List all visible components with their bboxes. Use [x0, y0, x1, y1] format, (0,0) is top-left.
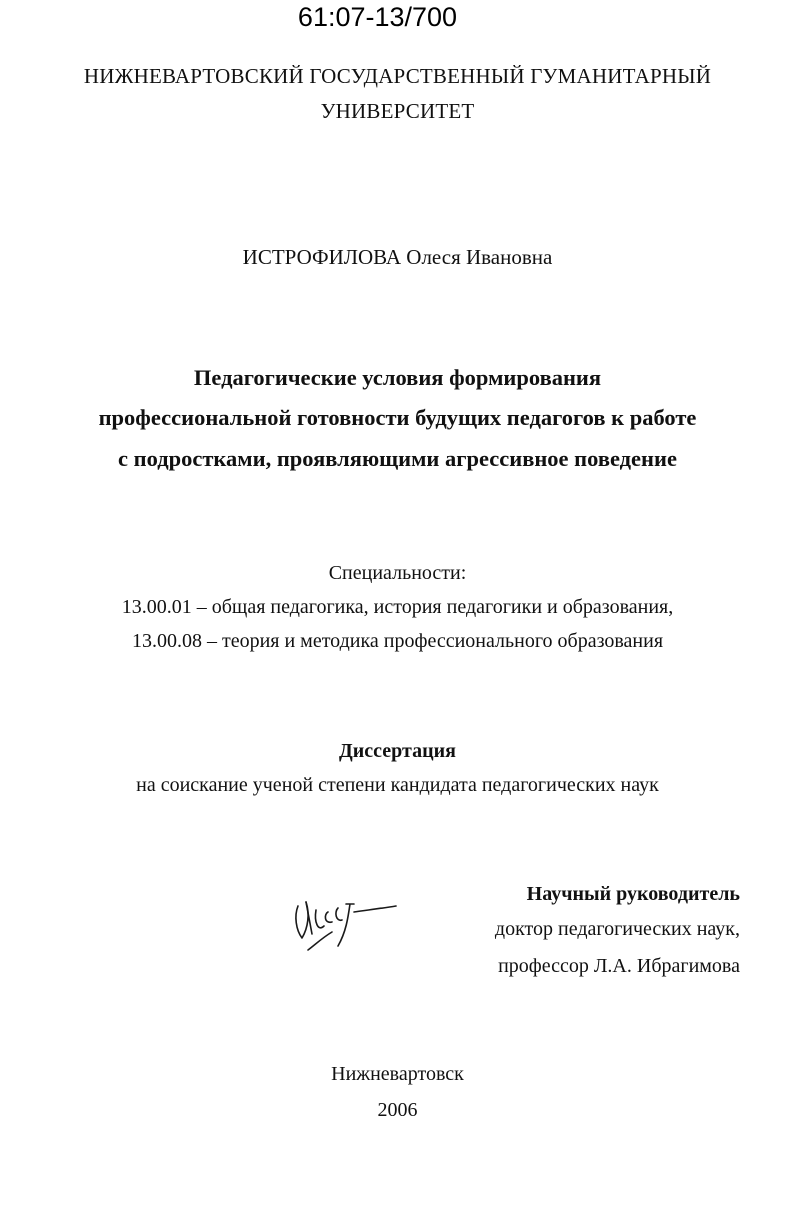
footer-year: 2006 [377, 1099, 418, 1121]
dissertation-heading: Диссертация [339, 740, 456, 762]
specialty-item-2: 13.00.08 – теория и методика профессионального образования [131, 630, 664, 652]
supervisor-degree: доктор педагогических наук, [494, 918, 740, 940]
specialty-item-1: 13.00.01 – общая педагогика, история педагогики и образования, [121, 596, 674, 618]
dissertation-subtitle: на соискание ученой степени кандидата педагогических наук [136, 774, 659, 796]
dissertation-title-line-3: с подростками, проявляющими агрессивное поведение [118, 446, 677, 471]
dissertation-title-line-1: Педагогические условия формирования [193, 365, 602, 390]
university-line-2: УНИВЕРСИТЕТ [320, 99, 475, 123]
archive-code-stamp: 61:07-13/700 [297, 2, 458, 32]
footer-city: Нижневартовск [331, 1063, 464, 1085]
supervisor-heading: Научный руководитель [526, 883, 740, 905]
author-name: ИСТРОФИЛОВА Олеся Ивановна [242, 245, 553, 269]
handwritten-signature-icon [288, 888, 408, 958]
supervisor-name: профессор Л.А. Ибрагимова [498, 955, 740, 977]
dissertation-title-line-2: профессиональной готовности будущих педагогов к работе [98, 405, 697, 430]
university-line-1: НИЖНЕВАРТОВСКИЙ ГОСУДАРСТВЕННЫЙ ГУМАНИТАРНЫЙ [83, 64, 712, 88]
specialties-heading: Специальности: [328, 562, 467, 584]
